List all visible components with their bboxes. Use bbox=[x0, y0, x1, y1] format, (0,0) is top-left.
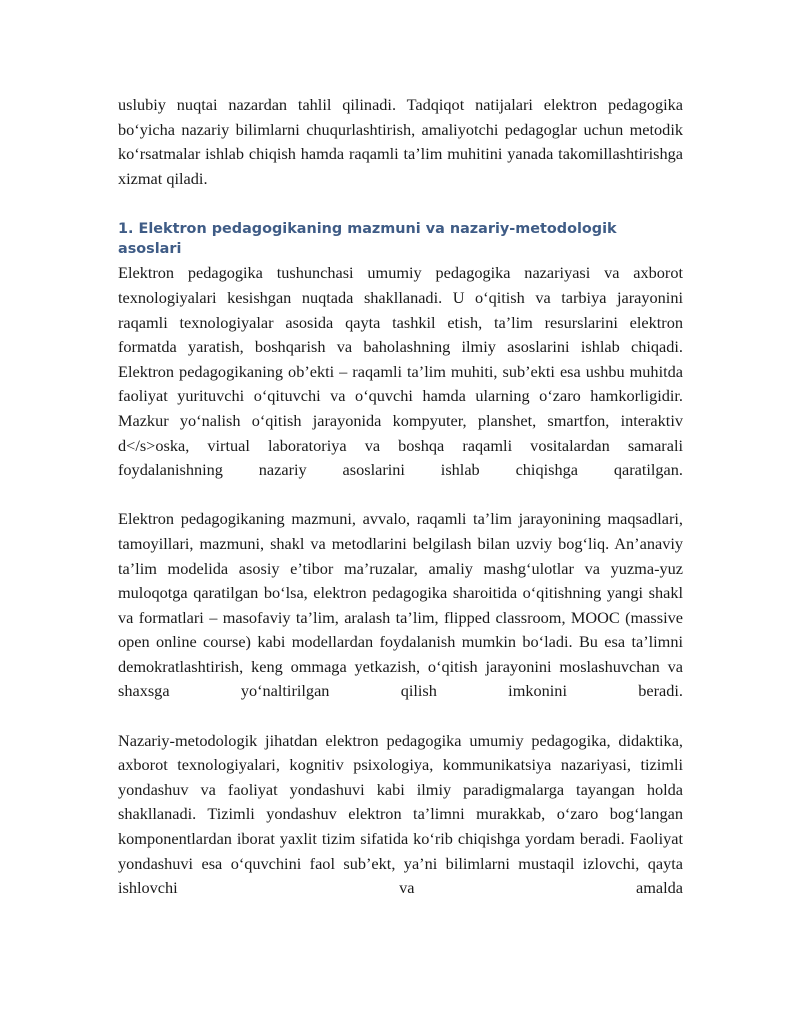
body-paragraph-3: Nazariy-metodologik jihatdan elektron pedagogika umumiy pedagogika, didaktika, axborot texnologiyalari, kognitiv psixologiya, kommunikatsiya nazariyasi, tizimli yondashuv va faoliyat yondashuvi kabi ilmiy paradigmalarga tayangan holda shakllanadi. Tizimli yondashuv elektron ta’limni murakkab, o‘zaro bog‘langan komponentlardan iborat yaxlit tizim sifatida ko‘rib chiqishga yordam beradi. Faoliyat yondashuvi esa o‘quvchini faol sub’ekt, ya’ni bilimlarni mustaqil izlovchi, qayta ishlovchi va amalda bbox=[118, 730, 683, 898]
section-heading: 1. Elektron pedagogikaning mazmuni va nazariy-metodologik asoslari bbox=[118, 221, 617, 258]
body-paragraph-2: Elektron pedagogikaning mazmuni, avvalo, raqamli ta’lim jarayonining maqsadlari, tamoyillari, mazmuni, shakl va metodlarini belgilash bilan uzviy bog‘liq. An’anaviy ta’lim modelida asosiy e’tibor ma’ruzalar, amaliy mashg‘ulotlar va yuzma-yuz muloqotga qaratilgan bo‘lsa, elektron pedagogika sharoitida o‘qitishning yangi shakl va formatlari – masofaviy ta’lim, aralash ta’lim, flipped classroom, MOOC (massive open online course) kabi modellardan foydalanish mumkin bo‘ladi. Bu esa ta’limni demokratlashtirish, keng ommaga yetkazish, o‘qitish jarayonini moslashuvchan va shaxsga yo‘naltirilgan qilish imkonini beradi. bbox=[118, 509, 683, 701]
intro-paragraph: uslubiy nuqtai nazardan tahlil qilinadi. Tadqiqot natijalari elektron pedagogika bo‘yicha nazariy bilimlarni chuqurlashtirish, amaliyotchi pedagoglar uchun metodik ko‘rsatmalar ishlab chiqish hamda raqamli ta’lim muhitini yanada takomillashtirishga xizmat qiladi. bbox=[118, 95, 683, 188]
document-page bbox=[118, 93, 683, 901]
body-paragraph-1: Elektron pedagogika tushunchasi umumiy pedagogika nazariyasi va axborot texnologiyalari kesishgan nuqtada shakllanadi. U o‘qitish va tarbiya jarayonini raqamli texnologiyalar asosida qayta tashkil etish, ta’lim resurslarini elektron formatda yaratish, boshqarish va baholashning ilmiy asoslarini ishlab chiqadi. Elektron pedagogikaning ob’ekti – raqamli ta’lim muhiti, sub’ekti esa ushbu muhitda faoliyat yurituvchi o‘qituvchi va o‘quvchi hamda ularning o‘zaro hamkorligidir. Mazkur yo‘nalish o‘qitish jarayonida kompyuter, planshet, smartfon, interaktiv d</s>oska, virtual laboratoriya va boshqa raqamli vositalardan samarali foydalanishning nazariy asoslarini ishlab chiqishga qaratilgan. bbox=[118, 263, 683, 480]
